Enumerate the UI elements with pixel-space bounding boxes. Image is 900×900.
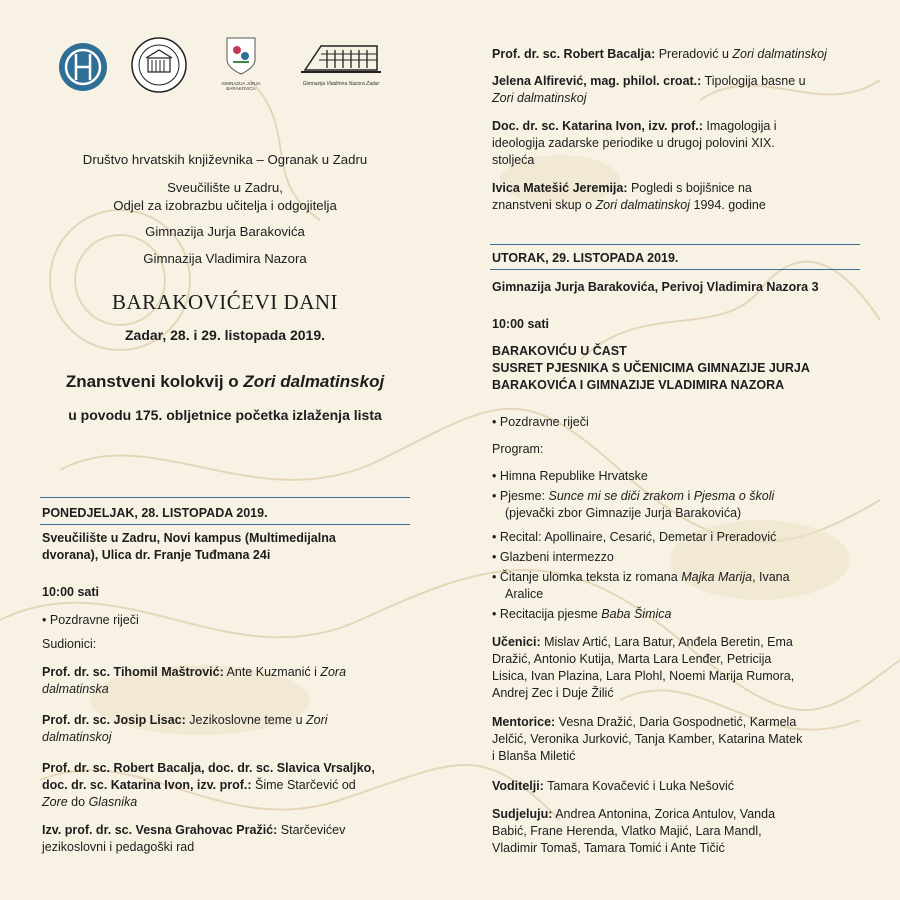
gimnazija-nazor-building-icon [301,40,381,76]
divider [40,524,410,525]
program-item: • Čitanje ulomka teksta iz romana Majka Marija, Ivana Aralice [492,569,882,603]
talk-4: Izv. prof. dr. sc. Vesna Grahovac Pražić: Starčevićev jezikoslovni i pedagoški rad [42,823,346,854]
nazor-logo-caption: Gimnazija Vladimira Nazora Zadar [302,81,380,87]
tuesday-event-title: BARAKOVIĆU U ČAST SUSRET PJESNIKA S UČENICIMA GIMNAZIJE JURJA BARAKOVIĆA I GIMNAZIJE VLADIMIRA NAZORA [492,344,810,392]
university-seal-icon [130,36,188,94]
monday-time: 10:00 sati [42,585,99,599]
talk-2: Prof. dr. sc. Josip Lisac: Jezikoslovne teme u Zori dalmatinskoj [42,713,328,744]
subtitle: Znanstveni kolokvij o Zori dalmatinskoj [65,372,385,391]
monday-greeting: • Pozdravne riječi [42,612,139,629]
divider [490,269,860,270]
talk-5: Prof. dr. sc. Robert Bacalja: Preradović u Zori dalmatinskoj [492,47,827,61]
organizer-2a: Sveučilište u Zadru, [167,180,283,195]
logo-row [58,36,388,100]
program-item: • Pjesme: Sunce mi se diči zrakom i Pjesma o školi (pjevački zbor Gimnazije Jurja Barakovića) [492,488,882,522]
divider [490,244,860,245]
participants-label: Sudionici: [42,637,97,651]
organizer-1: Društvo hrvatskih književnika – Ogranak u Zadru [82,152,368,167]
page-title: BARAKOVIĆEVI DANI [111,290,339,314]
tuesday-greeting: • Pozdravne riječi [492,414,589,431]
program-item: • Himna Republike Hrvatske [492,468,648,485]
program-item: • Recital: Apollinaire, Cesarić, Demetar i Preradović [492,529,776,546]
gimnazija-nazor-logo [294,40,388,87]
gimnazija-barakovic-crest-icon [225,36,257,76]
program-label: Program: [492,442,544,456]
mentors: Mentorice: Vesna Dražić, Daria Gospodnetić, Karmela Jelčić, Veronika Jurković, Tanja Kamber, Katarina Matek i Blanša Miletić [492,715,803,763]
divider [40,497,410,498]
organizer-4: Gimnazija Vladimira Nazora [143,251,307,266]
organizer-2b: Odjel za izobrazbu učitelja i odgojitelja [113,198,337,213]
talk-8: Ivica Matešić Jeremija: Pogledi s bojišnice na znanstveni skup o Zori dalmatinskoj 1994. godine [492,181,766,212]
tuesday-venue: Gimnazija Jurja Barakovića, Perivoj Vladimira Nazora 3 [492,280,819,294]
tuesday-heading: UTORAK, 29. LISTOPADA 2019. [492,251,679,265]
talk-3: Prof. dr. sc. Robert Bacalja, doc. dr. sc. Slavica Vrsaljko, doc. dr. sc. Katarina Ivon, izv. prof.: Šime Starčević od Zore do Glasnika [42,761,375,809]
dhk-monogram-icon [58,42,108,92]
program-item: • Recitacija pjesme Baba Šimica [492,606,671,623]
event-date: Zadar, 28. i 29. listopada 2019. [125,327,325,343]
monday-venue: Sveučilište u Zadru, Novi kampus (Multimedijalna dvorana), Ulica dr. Franje Tuđmana 24i [42,531,336,562]
barakovic-logo-caption: GIMNAZIJA JURJA BARAKOVIĆA [221,81,261,91]
organizer-3: Gimnazija Jurja Barakovića [145,224,305,239]
students: Učenici: Mislav Artić, Lara Batur, Anđela Beretin, Ema Dražić, Antonio Kutija, Marta Lara Lenđer, Petricija Lisica, Ivan Plazina, Lara Plohl, Noemi Marija Rumora, Andrej Zec i Duje Žilić [492,635,795,700]
subtitle-occasion: u povodu 175. obljetnice početka izlaženja lista [68,407,382,423]
talk-1: Prof. dr. sc. Tihomil Maštrović: Ante Kuzmanić i Zora dalmatinska [42,665,347,696]
gimnazija-barakovic-logo [216,36,266,91]
hosts: Voditelji: Tamara Kovačević i Luka Nešović [492,779,734,793]
talk-7: Doc. dr. sc. Katarina Ivon, izv. prof.: Imagologija i ideologija zadarske periodike u drugoj polovini XIX. stoljeća [492,119,777,167]
participants-tuesday: Sudjeluju: Andrea Antonina, Zorica Antulov, Vanda Babić, Frane Herenda, Vlatko Majić, Lara Mandl, Vladimir Tomaš, Tamara Tomić i Ante Tičić [492,807,776,855]
program-item: • Glazbeni intermezzo [492,549,614,566]
talk-6: Jelena Alfirević, mag. philol. croat.: Tipologija basne u Zori dalmatinskoj [492,74,806,105]
monday-heading: PONEDJELJAK, 28. LISTOPADA 2019. [42,506,268,520]
tuesday-time: 10:00 sati [492,317,549,331]
